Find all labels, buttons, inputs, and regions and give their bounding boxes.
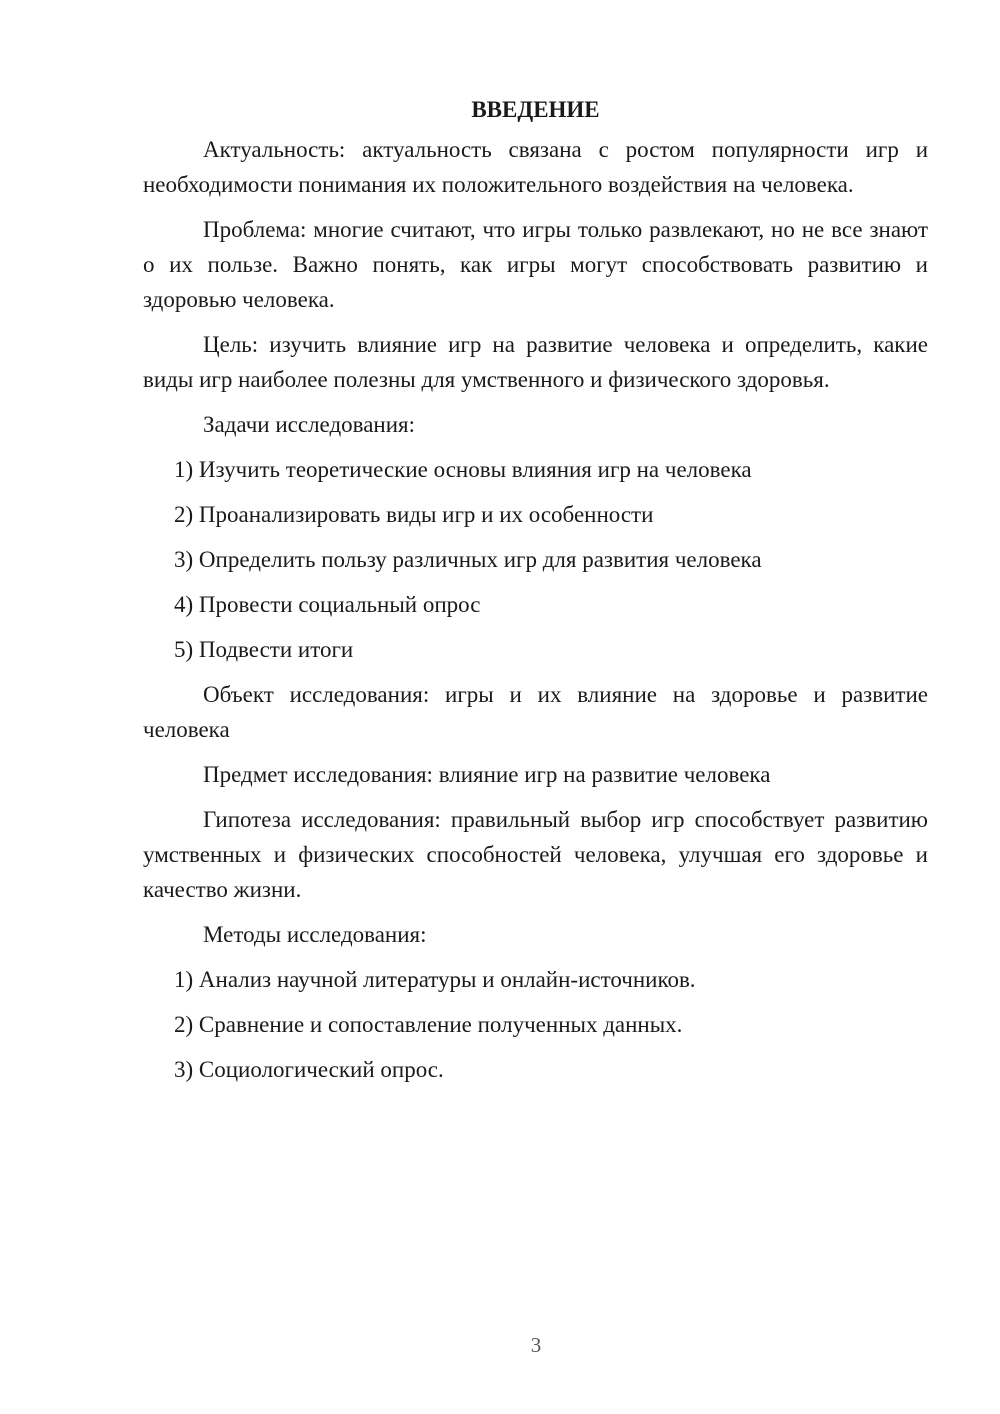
list-item: 2) Проанализировать виды игр и их особенности (174, 502, 654, 527)
list-item: 4) Провести социальный опрос (174, 592, 481, 617)
tasks-heading: Задачи исследования: (203, 412, 416, 437)
methods-list (143, 962, 928, 1087)
list-item: 3) Социологический опрос. (174, 1057, 444, 1082)
list-item: 2) Сравнение и сопоставление полученных данных. (174, 1012, 683, 1037)
problem-paragraph: Проблема: многие считают, что игры только развлекают, но не все знают о их пользе. Важно понять, как игры могут способствовать развитию и здоровью человека. (143, 217, 928, 312)
document-body (143, 92, 928, 1097)
page-title: ВВЕДЕНИЕ (471, 97, 600, 122)
list-item: 5) Подвести итоги (174, 637, 354, 662)
list-item: 3) Определить пользу различных игр для развития человека (174, 547, 762, 572)
goal-paragraph: Цель: изучить влияние игр на развитие человека и определить, какие виды игр наиболее полезны для умственного и физического здоровья. (143, 332, 928, 392)
methods-heading: Методы исследования: (203, 922, 427, 947)
relevance-paragraph: Актуальность: актуальность связана с ростом популярности игр и необходимости понимания их положительного воздействия на человека. (143, 137, 928, 197)
page-number: 3 (530, 1333, 542, 1357)
subject-paragraph: Предмет исследования: влияние игр на развитие человека (203, 762, 771, 787)
tasks-list (143, 452, 928, 667)
object-paragraph: Объект исследования: игры и их влияние на здоровье и развитие человека (143, 682, 928, 742)
list-item: 1) Анализ научной литературы и онлайн-источников. (174, 967, 696, 992)
list-item: 1) Изучить теоретические основы влияния игр на человека (174, 457, 752, 482)
hypothesis-paragraph: Гипотеза исследования: правильный выбор игр способствует развитию умственных и физических способностей человека, улучшая его здоровье и качество жизни. (143, 807, 928, 902)
